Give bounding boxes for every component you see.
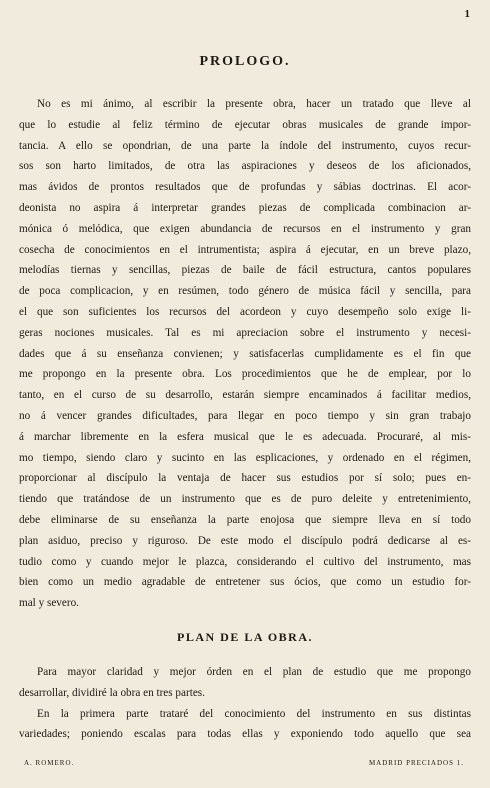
- text-line: bien como un medio agradable de entretener sus ócios, que como un estudio for-: [19, 576, 471, 589]
- text-line: sos son harto limitados, de otra las aspiraciones y deseos de los aficionados,: [19, 160, 471, 173]
- text-line: el que son suficientes los recursos del acordeon y cuyo desempeño solo exige li-: [19, 305, 471, 318]
- footer-printer: A. ROMERO.: [24, 759, 75, 767]
- text-line: me propongo en la presente obra. Los procedimientos que he de emplear, por lo: [19, 368, 471, 381]
- text-line: proporcionar al discípulo la ventaja de hacer sus estudios por sí solo; pues en-: [19, 472, 471, 485]
- prologo-text: [19, 94, 471, 614]
- text-line: plan asiduo, preciso y riguroso. De este modo el discípulo podrá dedicarse al es-: [19, 534, 471, 547]
- text-line: mas ávidos de prontos resultados que de profundas y sábias doctrinas. El acor-: [19, 181, 471, 194]
- page-number: 1: [464, 8, 470, 20]
- text-line: debe eliminarse de su enseñanza la parte enojosa que siempre lleva en sí todo: [19, 513, 471, 526]
- text-line: geras nociones musicales. Tal es mi apreciacion sobre el instrumento y necesi-: [19, 326, 471, 339]
- text-line: desarrollar, dividiré la obra en tres partes.: [19, 686, 205, 699]
- text-line: de poca complicacion, y en resúmen, todo género de música fácil y sencilla, para: [19, 285, 471, 298]
- text-line: deonista no aspira á interpretar grandes piezas de complicada combinacion ar-: [19, 201, 471, 214]
- footer-address: MADRID PRECIADOS 1.: [368, 759, 464, 767]
- text-line: No es mi ánimo, al escribir la presente obra, hacer un tratado que lleve al: [37, 98, 471, 110]
- text-line: dades que á su enseñanza convienen; y satisfacerlas cumplidamente es el fin que: [19, 347, 471, 360]
- text-line: melodías tiernas y sencillas, piezas de baile de fácil estructura, cantos populares: [19, 264, 471, 277]
- text-line: mal y severo.: [19, 597, 79, 610]
- text-line: mo tiempo, siendo claro y sucinto en las esplicaciones, y ordenado en el régimen,: [19, 451, 471, 464]
- plan-text: [19, 662, 471, 745]
- text-line: que lo estudie al feliz término de ejecutar obras musicales de grande impor-: [19, 118, 471, 131]
- text-line: tiendo que tratándose de un instrumento que es de puro deleite y entretenimiento,: [19, 493, 471, 506]
- section-title: PLAN DE LA OBRA.: [176, 630, 313, 644]
- text-line: no á vencer grandes dificultades, para llegar en poco tiempo y sin gran trabajo: [19, 409, 471, 422]
- text-line: mónica ó melódica, que exigen abundancia de recursos en el instrumento y gran: [19, 222, 471, 235]
- text-line: tudio como y cuando mejor le plazca, considerando el cultivo del instrumento, mas: [19, 555, 471, 568]
- text-line: tanto, en el curso de su desarrollo, estarán siempre encaminados á facilitar medios,: [19, 389, 471, 402]
- text-line: á marchar libremente en la esfera musical que le es adecuada. Procuraré, al mis-: [19, 430, 471, 443]
- text-line: Para mayor claridad y mejor órden en el plan de estudio que me propongo: [37, 666, 471, 678]
- text-line: tancia. A ello se opondrian, de una parte la índole del instrumento, cuyos recur-: [19, 139, 471, 152]
- text-line: cosecha de conocimientos en el intrumentista; aspira á ejecutar, en un breve plazo,: [19, 243, 471, 256]
- text-line: En la primera parte trataré del conocimiento del instrumento en sus distintas: [37, 707, 471, 720]
- text-line: variedades; poniendo escalas para todas ellas y exponiendo todo aquello que sea: [19, 728, 471, 741]
- page-title: PROLOGO.: [199, 54, 291, 69]
